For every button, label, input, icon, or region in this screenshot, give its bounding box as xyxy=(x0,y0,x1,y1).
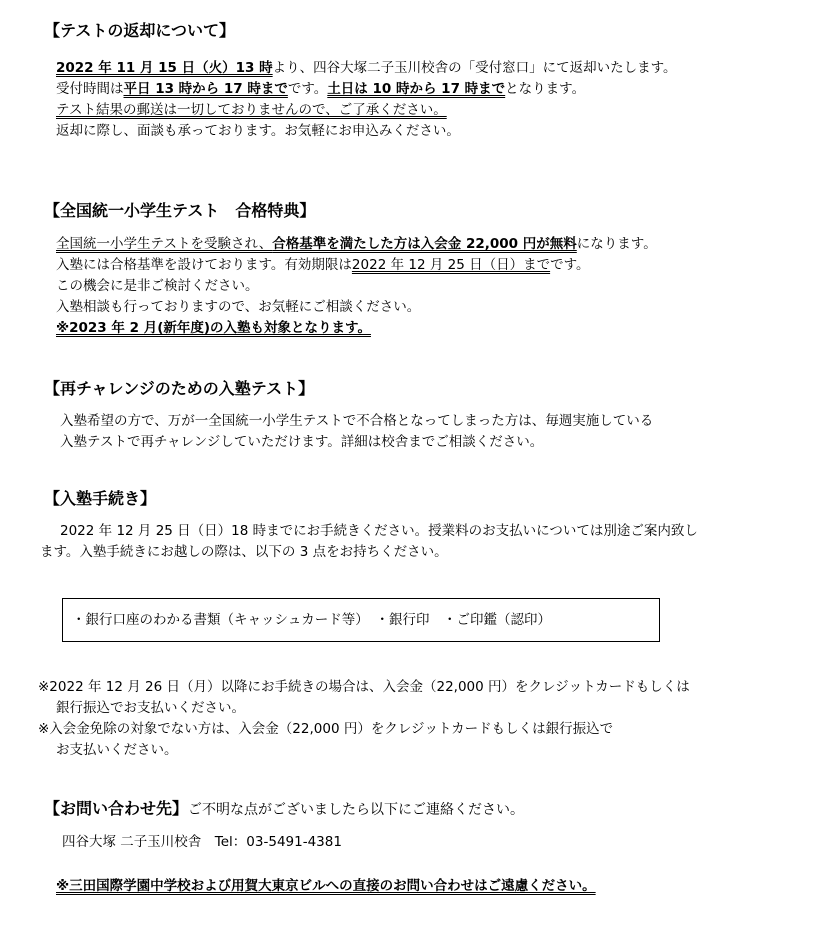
note-2-line-2: お支払いください。 xyxy=(56,742,178,758)
note-2-line-1: ※入会金免除の対象でない方は、入会金（22,000 円）をクレジットカードもしくは銀行振込で xyxy=(38,721,614,737)
return-date: 2022 年 11 月 15 日（火）13 時 xyxy=(56,60,273,76)
benefit-line-5: ※2023 年 2 月(新年度)の入塾も対象となります。 xyxy=(56,320,371,336)
benefit-heading: 【全国統一小学生テスト 合格特典】 xyxy=(44,201,316,220)
return-line-1: 2022 年 11 月 15 日（火）13 時より、四谷大塚二子玉川校舎の「受付窓口」にて返却いたします。 xyxy=(56,60,677,76)
benefit-line-3: この機会に是非ご検討ください。 xyxy=(56,278,259,294)
deadline-date: 2022 年 12 月 25 日（日）まで xyxy=(351,257,551,273)
procedure-line-2: ます。入塾手続きにお越しの際は、以下の 3 点をお持ちください。 xyxy=(40,544,448,560)
benefit-line-4: 入塾相談も行っておりますので、お気軽にご相談ください。 xyxy=(56,299,421,315)
procedure-line-1: 2022 年 12 月 25 日（日）18 時までにお手続きください。授業料のお支払いについては別途ご案内致し xyxy=(60,523,698,539)
required-items-box xyxy=(62,598,660,642)
required-items: ・銀行口座のわかる書類（キャッシュカード等） ・銀行印 ・ご印鑑（認印） xyxy=(72,612,551,628)
weekday-hours: 平日 13 時から 17 時まで xyxy=(123,81,288,97)
rechallenge-line-1: 入塾希望の方で、万が一全国統一小学生テストで不合格となってしまった方は、毎週実施している xyxy=(60,413,654,429)
contact-warning: ※三田国際学園中学校および用賀大東京ビルへの直接のお問い合わせはご遠慮ください。 xyxy=(56,878,596,894)
return-line-3: テスト結果の郵送は一切しておりませんので、ご了承ください。 xyxy=(56,102,447,118)
school-contact: 四谷大塚 二子玉川校舎 Tel：03-5491-4381 xyxy=(62,834,342,850)
procedure-heading: 【入塾手続き】 xyxy=(44,489,157,508)
weekend-hours: 土日は 10 時から 17 時まで xyxy=(327,81,506,97)
note-1-line-1: ※2022 年 12 月 26 日（月）以降にお手続きの場合は、入会金（22,000 円）をクレジットカードもしくは xyxy=(38,679,690,695)
benefit-line-2: 入塾には合格基準を設けております。有効期限は2022 年 12 月 25 日（日）までです。 xyxy=(56,257,590,273)
rechallenge-line-2: 入塾テストで再チャレンジしていただけます。詳細は校舎までご相談ください。 xyxy=(60,434,544,450)
return-line-4: 返却に際し、面談も承っております。お気軽にお申込みください。 xyxy=(56,123,460,139)
return-line-2: 受付時間は平日 13 時から 17 時までです。土日は 10 時から 17 時までとなります。 xyxy=(56,81,586,97)
contact-heading: 【お問い合わせ先】ご不明な点がございましたら以下にご連絡ください。 xyxy=(44,799,525,818)
benefit-line-1: 全国統一小学生テストを受験され、合格基準を満たした方は入会金 22,000 円が無料になります。 xyxy=(56,236,657,252)
rechallenge-heading: 【再チャレンジのための入塾テスト】 xyxy=(44,379,315,398)
note-1-line-2: 銀行振込でお支払いください。 xyxy=(56,700,245,716)
free-fee-text: 合格基準を満たした方は入会金 22,000 円が無料 xyxy=(272,236,577,252)
return-heading: 【テストの返却について】 xyxy=(44,21,236,40)
contact-subtext: ご不明な点がございましたら以下にご連絡ください。 xyxy=(188,802,525,818)
